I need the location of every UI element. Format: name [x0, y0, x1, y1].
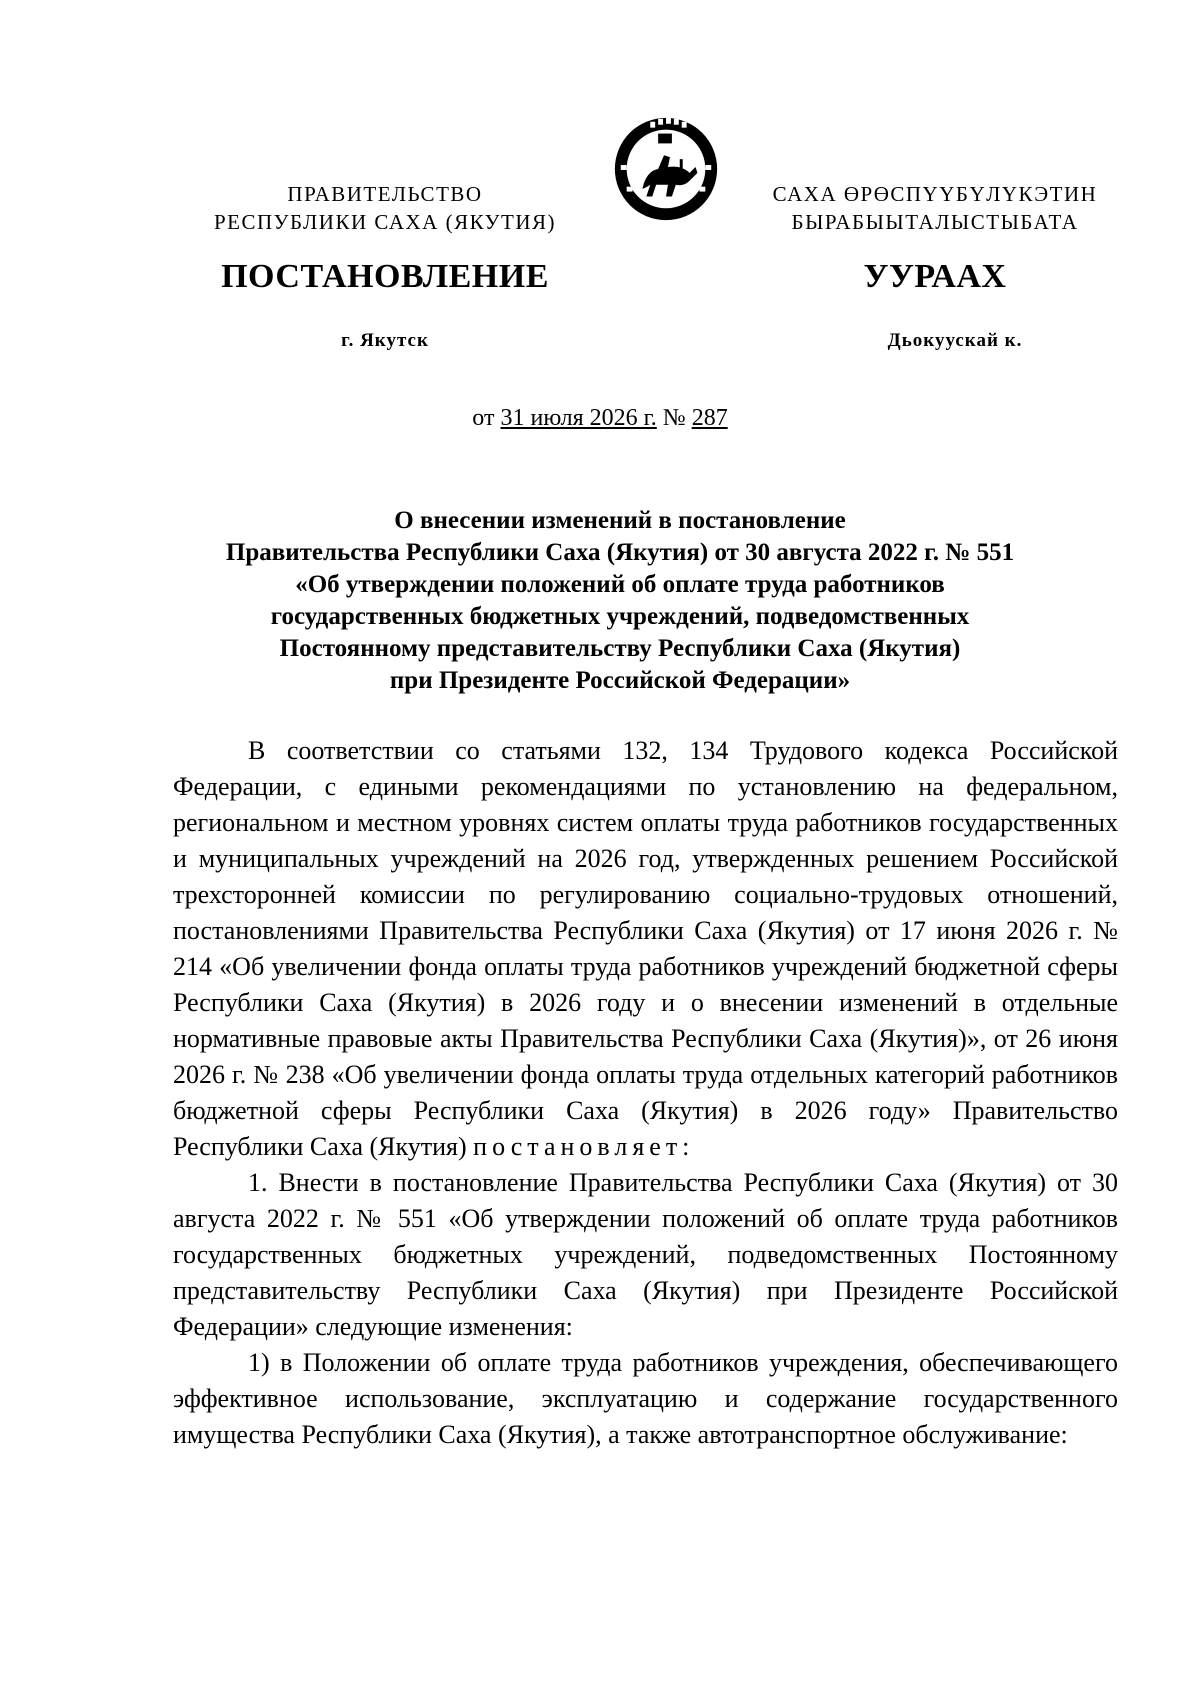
title-line: «Об утверждении положений об оплате труда работников: [295, 571, 945, 598]
decree-word: постановляет:: [473, 1132, 695, 1161]
preamble-paragraph: [173, 733, 1118, 1165]
document-number: 287: [691, 405, 728, 431]
title-line: государственных бюджетных учреждений, подведомственных: [270, 603, 970, 630]
title-line: О внесении изменений в постановление: [394, 507, 846, 534]
document-kind-sakha: УУРААХ: [863, 258, 1007, 295]
issuer-right-line1: САХА ӨРӨСПҮҮБҮЛҮКЭТИН: [772, 182, 1098, 206]
title-line: Правительства Республики Саха (Якутия) от 30 августа 2022 г. № 551: [225, 539, 1015, 566]
issuer-right-line2: БЫРАБЫЫТАЛЫСТЫБАТА: [791, 210, 1079, 234]
document-date: 31 июля 2026 г.: [500, 405, 657, 431]
place-ru: г. Якутск: [341, 330, 429, 351]
title-line: при Президенте Российской Федерации»: [389, 667, 851, 694]
document-kind-ru: ПОСТАНОВЛЕНИЕ: [221, 258, 549, 295]
issuer-right-block: [735, 180, 1135, 236]
date-number-line: [0, 405, 1200, 432]
preamble-text: В соответствии со статьями 132, 134 Трудового кодекса Российской Федерации, с едиными рекомендациями по установлению на федеральном, региональном и местном уровнях систем оплаты труда работников государственных и муниципальных учреждений на 2026 год, утвержденных решением Российской трехсторонней комиссии по регулированию социально-трудовых отношений, постановлениями Правительства Республики Саха (Якутия) от 17 июня 2026 г. № 214 «Об увеличении фонда оплаты труда работников учреждений бюджетной сферы Республики Саха (Якутия) в 2026 году и о внесении изменений в отдельные нормативные правовые акты Правительства Республики Саха (Якутия)», от 26 июня 2026 г. № 238 «Об увеличении фонда оплаты труда отдельных категорий работников бюджетной сферы Республики Саха (Якутия) в 2026 году» Правительство Республики Саха (Якутия): [173, 736, 1118, 1161]
date-prefix: от: [472, 405, 501, 431]
clause-1-1-paragraph: 1) в Положении об оплате труда работников учреждения, обеспечивающего эффективное использование, эксплуатацию и содержание государственного имущества Республики Саха (Якутия), а также автотранспортное обслуживание:: [173, 1348, 1118, 1449]
coat-of-arms-icon: [607, 108, 725, 226]
issuer-left-line1: ПРАВИТЕЛЬСТВО: [287, 182, 483, 206]
title-line: Постоянному представительству Республики Саха (Якутия): [279, 635, 961, 662]
number-sign: №: [656, 405, 692, 431]
issuer-left-block: [175, 180, 595, 236]
issuer-left-line2: РЕСПУБЛИКИ САХА (ЯКУТИЯ): [213, 210, 557, 234]
document-body: [173, 733, 1118, 1453]
place-sakha: Дьокуускай к.: [887, 330, 1023, 351]
document-title: [150, 505, 1090, 697]
clause-1-paragraph: 1. Внести в постановление Правительства Республики Саха (Якутия) от 30 августа 2022 г. № 551 «Об утверждении положений об оплате труда работников государственных бюджетных учреждений, подведомственных Постоянному представительству Республики Саха (Якутия) при Президенте Российской Федерации» следующие изменения:: [173, 1168, 1118, 1341]
